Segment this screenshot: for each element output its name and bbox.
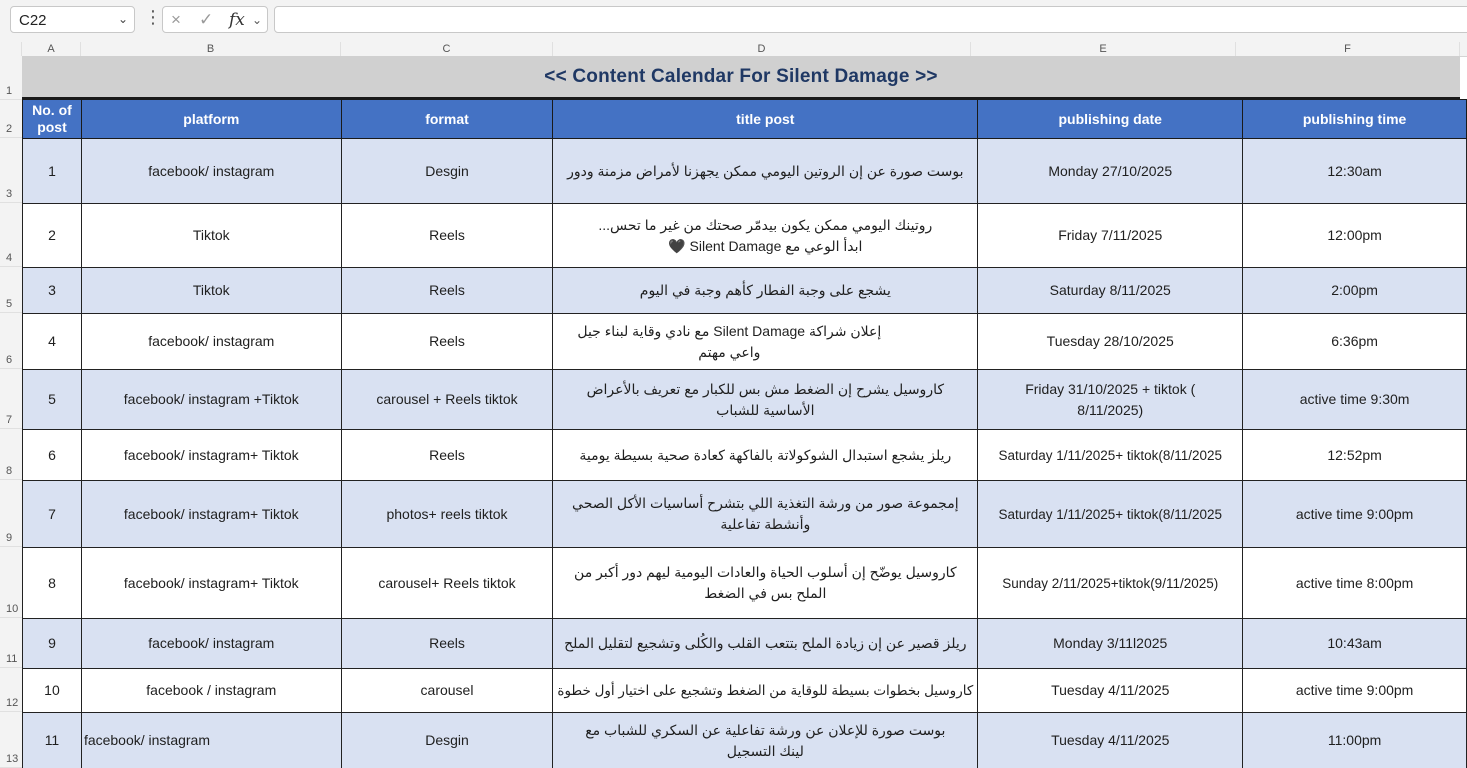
cell-format[interactable]: Reels [341, 268, 553, 314]
cell-title[interactable]: ريلز يشجع استبدال الشوكولاتة بالفاكهة كعادة صحية بسيطة يومية [553, 430, 978, 481]
cell-format[interactable]: Desgin [341, 713, 553, 768]
header-no-of-post[interactable]: No. of post [23, 100, 82, 139]
worksheet [22, 56, 1467, 768]
insert-function-icon[interactable]: fx [229, 10, 245, 30]
cell-platform[interactable]: facebook/ instagram +Tiktok [81, 370, 341, 430]
cell-format[interactable]: carousel+ Reels tiktok [341, 548, 553, 619]
cell-no[interactable]: 4 [23, 314, 82, 370]
cell-platform[interactable]: facebook/ instagram [81, 314, 341, 370]
cell-platform[interactable]: facebook/ instagram+ Tiktok [81, 481, 341, 548]
table-row [23, 619, 1467, 669]
table-row [23, 370, 1467, 430]
cell-date[interactable]: Monday 27/10/2025 [978, 139, 1243, 204]
cell-format[interactable]: Desgin [341, 139, 553, 204]
cell-format[interactable]: photos+ reels tiktok [341, 481, 553, 548]
cell-title[interactable]: بوست صورة للإعلان عن ورشة تفاعلية عن السكري للشباب مع لينك التسجيل [553, 713, 978, 768]
column-headers [0, 42, 1467, 57]
row-header[interactable]: 2 [0, 100, 22, 138]
row-header[interactable]: 13 [0, 712, 22, 768]
cell-platform[interactable]: Tiktok [81, 268, 341, 314]
cell-time[interactable]: 12:30am [1243, 139, 1467, 204]
column-header[interactable]: A [22, 42, 81, 56]
row-header[interactable]: 10 [0, 547, 22, 618]
header-platform[interactable]: platform [81, 100, 341, 139]
chevron-down-icon[interactable]: ⌄ [252, 13, 263, 27]
cell-title[interactable]: إمجموعة صور من ورشة التغذية اللي بتشرح أساسيات الأكل الصحي وأنشطة تفاعلية [553, 481, 978, 548]
column-header[interactable]: D [553, 42, 971, 56]
row-header[interactable]: 6 [0, 313, 22, 369]
cell-format[interactable]: Reels [341, 619, 553, 669]
row-header[interactable]: 4 [0, 203, 22, 267]
cell-time[interactable]: 2:00pm [1243, 268, 1467, 314]
cell-platform[interactable]: facebook/ instagram+ Tiktok [81, 430, 341, 481]
cell-date[interactable]: Monday 3/11l2025 [978, 619, 1243, 669]
header-publishing-date[interactable]: publishing date [978, 100, 1243, 139]
cell-time[interactable]: active time 9:00pm [1243, 669, 1467, 713]
column-header[interactable]: B [81, 42, 341, 56]
row-header[interactable]: 9 [0, 480, 22, 547]
cell-platform[interactable]: facebook/ instagram [81, 139, 341, 204]
header-format[interactable]: format [341, 100, 553, 139]
cell-title[interactable]: كاروسيل يوضّح إن أسلوب الحياة والعادات اليومية ليهم دور أكبر من الملح بس في الضغط [553, 548, 978, 619]
select-all-corner[interactable] [0, 42, 22, 56]
table-row [23, 268, 1467, 314]
column-header[interactable]: C [341, 42, 553, 56]
column-header[interactable]: E [971, 42, 1236, 56]
cell-time[interactable]: 12:52pm [1243, 430, 1467, 481]
cell-time[interactable]: 12:00pm [1243, 204, 1467, 268]
cell-no[interactable]: 10 [23, 669, 82, 713]
cell-no[interactable]: 6 [23, 430, 82, 481]
cell-format[interactable]: Reels [341, 204, 553, 268]
cell-no[interactable]: 5 [23, 370, 82, 430]
cell-no[interactable]: 8 [23, 548, 82, 619]
header-title-post[interactable]: title post [553, 100, 978, 139]
content-calendar-table [22, 99, 1467, 768]
table-row [23, 430, 1467, 481]
cell-title[interactable]: بوست صورة عن إن الروتين اليومي ممكن يجهزنا لأمراض مزمنة ودور [553, 139, 978, 204]
cell-title[interactable]: كاروسيل يشرح إن الضغط مش بس للكبار مع تعريف بالأعراض الأساسية للشباب [553, 370, 978, 430]
cell-time[interactable]: 11:00pm [1243, 713, 1467, 768]
chevron-down-icon[interactable]: ⌄ [117, 12, 128, 26]
cell-title[interactable]: كاروسيل بخطوات بسيطة للوقاية من الضغط وتشجيع على اختيار أول خطوة [553, 669, 978, 713]
cell-platform[interactable]: facebook/ instagram [81, 619, 341, 669]
cell-title[interactable]: يشجع على وجبة الفطار كأهم وجبة في اليوم [553, 268, 978, 314]
formula-controls [162, 6, 268, 33]
cell-format[interactable]: Reels [341, 314, 553, 370]
cell-date[interactable]: Tuesday 4/11/2025 [978, 713, 1243, 768]
cell-platform[interactable]: facebook/ instagram+ Tiktok [81, 548, 341, 619]
row-header[interactable]: 7 [0, 369, 22, 429]
cell-format[interactable]: carousel + Reels tiktok [341, 370, 553, 430]
table-row [23, 669, 1467, 713]
name-box[interactable] [10, 6, 135, 33]
table-row [23, 548, 1467, 619]
cell-title[interactable]: روتينك اليومي ممكن يكون بيدمّر صحتك من غير ما تحس... ابدأ الوعي مع Silent Damage 🖤 [553, 204, 978, 268]
cell-date[interactable]: Tuesday 28/10/2025 [978, 314, 1243, 370]
cell-platform[interactable]: facebook / instagram [81, 669, 341, 713]
enter-icon[interactable]: ✓ [199, 10, 214, 29]
formula-bar [0, 0, 1467, 42]
more-options-icon[interactable]: ⋮ [144, 7, 162, 27]
cell-platform[interactable]: facebook/ instagram [81, 713, 341, 768]
table-row [23, 314, 1467, 370]
row-header[interactable]: 5 [0, 267, 22, 313]
row-header[interactable]: 3 [0, 138, 22, 203]
cell-date[interactable]: Friday 7/11/2025 [978, 204, 1243, 268]
cell-format[interactable]: Reels [341, 430, 553, 481]
cell-time[interactable]: active time 9:30m [1243, 370, 1467, 430]
row-headers [0, 56, 23, 768]
cell-no[interactable]: 1 [23, 139, 82, 204]
column-header[interactable]: F [1236, 42, 1460, 56]
cell-platform[interactable]: Tiktok [81, 204, 341, 268]
cell-format[interactable]: carousel [341, 669, 553, 713]
cell-date[interactable]: Friday 31/10/2025 + tiktok ( 8/11/2025) [978, 370, 1243, 430]
cancel-icon[interactable]: × [171, 10, 181, 29]
cell-date[interactable]: Sunday 2/11/2025+tiktok(9/11/2025) [978, 548, 1243, 619]
row-header[interactable]: 12 [0, 668, 22, 712]
cell-no[interactable]: 11 [23, 713, 82, 768]
cell-time[interactable]: 6:36pm [1243, 314, 1467, 370]
cell-time[interactable]: 10:43am [1243, 619, 1467, 669]
table-row [23, 713, 1467, 768]
row-header[interactable]: 1 [0, 56, 22, 100]
row-header[interactable]: 8 [0, 429, 22, 480]
row-header[interactable]: 11 [0, 618, 22, 668]
cell-no[interactable]: 2 [23, 204, 82, 268]
header-publishing-time[interactable]: publishing time [1243, 100, 1467, 139]
cell-date[interactable]: Saturday 1/11/2025+ tiktok(8/11/2025 [978, 481, 1243, 548]
cell-time[interactable]: active time 8:00pm [1243, 548, 1467, 619]
table-row [23, 139, 1467, 204]
table-row [23, 481, 1467, 548]
cell-date[interactable]: Tuesday 4/11/2025 [978, 669, 1243, 713]
cell-time[interactable]: active time 9:00pm [1243, 481, 1467, 548]
cell-title[interactable]: إعلان شراكة Silent Damage مع نادي وقاية لبناء جيل واعي مهتم [553, 314, 978, 370]
cell-no[interactable]: 7 [23, 481, 82, 548]
table-row [23, 204, 1467, 268]
cell-date[interactable]: Saturday 1/11/2025+ tiktok(8/11/2025 [978, 430, 1243, 481]
calendar-title: << Content Calendar For Silent Damage >> [544, 65, 938, 87]
formula-input[interactable] [274, 6, 1467, 33]
cell-title[interactable]: ريلز قصير عن إن زيادة الملح بتتعب القلب والكُلى وتشجيع لتقليل الملح [553, 619, 978, 669]
name-box-value: C22 [19, 12, 47, 29]
calendar-title-cell[interactable] [22, 56, 1460, 99]
cell-date[interactable]: Saturday 8/11/2025 [978, 268, 1243, 314]
cell-no[interactable]: 3 [23, 268, 82, 314]
cell-no[interactable]: 9 [23, 619, 82, 669]
